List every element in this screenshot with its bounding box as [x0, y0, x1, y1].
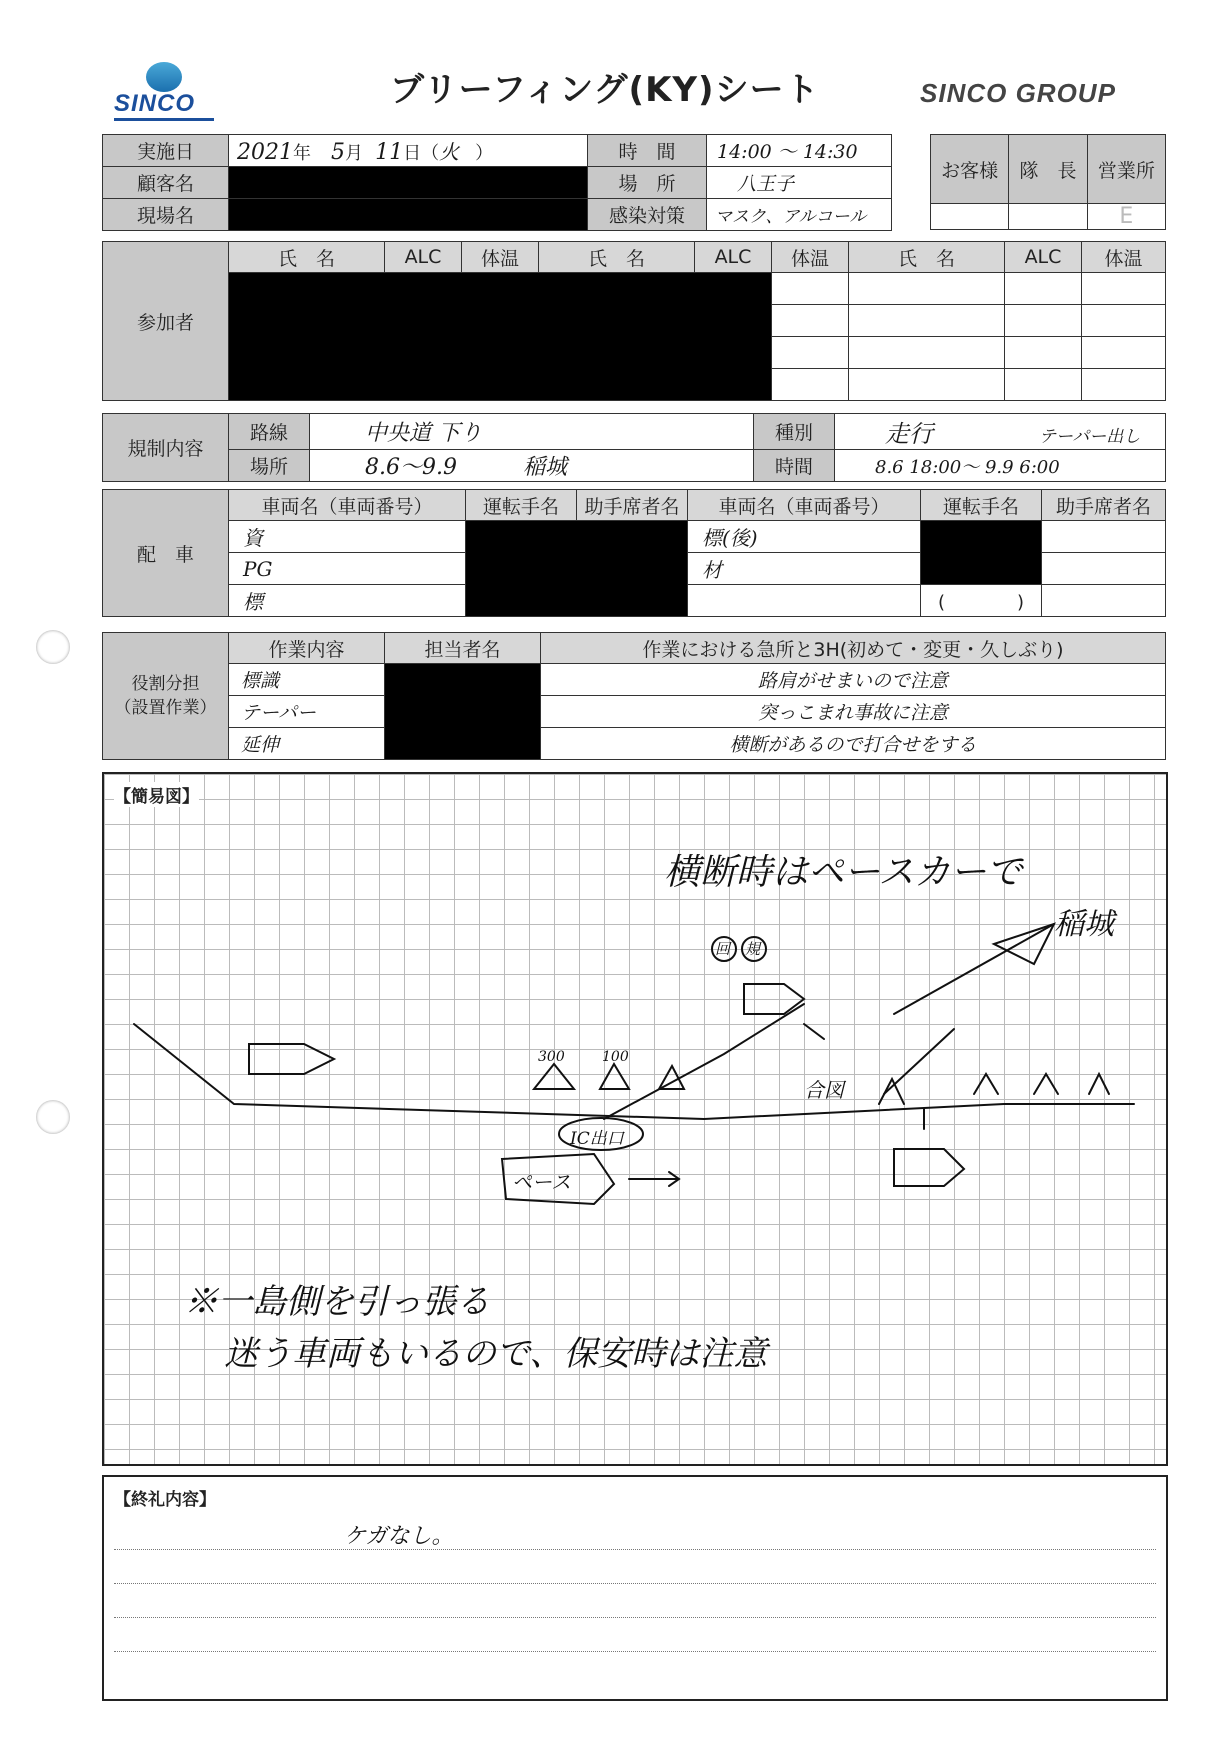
punch-hole-top [36, 630, 70, 664]
roles-table: 役割分担 （設置作業） 作業内容 担当者名 作業における急所と3H(初めて・変更・久しぶり) 標識 路肩がせまいので注意 テーパー 突っこまれ事故に注意 延伸 横断があるので打合せをする [102, 632, 1166, 760]
city-label: 稲城 [1054, 907, 1114, 942]
vehicles-right-redacted [921, 521, 1042, 585]
sinco-group-logo: SINCO GROUP [920, 78, 1116, 108]
diagram-box[interactable] [102, 772, 1168, 1466]
road-line [134, 1024, 1134, 1119]
diagram-label: 【簡易図】 [114, 782, 199, 807]
vehicles-table: 配 車 車両名（車両番号） 運転手名 助手席者名 車両名（車両番号） 運転手名 助手席者名 資 標(後) PG 材 標 ( ) [102, 489, 1166, 617]
participants-table: 参加者 氏 名 ALC 体温 氏 名 ALC 体温 氏 名 ALC 体温 [102, 241, 1166, 401]
regulation-table: 規制内容 路線 中央道 下り 種別 走行 テーパー出し 場所 8.6～9.9 稲城 時間 8.6 18:00～ 9.9 6:00 [102, 413, 1166, 482]
approval-table [930, 134, 1166, 230]
closing-box[interactable] [102, 1475, 1168, 1701]
vehicle-left-shape [249, 1044, 334, 1074]
sinco-logo-text: SINCO [114, 90, 196, 117]
ic-exit-label: IC出口 [570, 1129, 624, 1149]
note-pace-car: 横断時はペースカーで [664, 852, 1023, 893]
approval-customer-stamp[interactable] [931, 204, 1009, 230]
route-field[interactable]: 中央道 下り [310, 414, 754, 450]
approval-captain-header: 隊 長 [1009, 135, 1087, 204]
punch-hole-bottom [36, 1100, 70, 1134]
vehicle-left-row-3[interactable]: 標 [229, 585, 466, 617]
infection-label: 感染対策 [588, 199, 707, 231]
vehicles-label: 配 車 [103, 490, 229, 617]
site-redacted [229, 199, 588, 231]
participants-redacted [229, 273, 772, 401]
customer-label: 顧客名 [103, 167, 229, 199]
roles-label: 役割分担 （設置作業） [103, 633, 229, 760]
customer-redacted [229, 167, 588, 199]
vehicle-right-shape [894, 1149, 964, 1186]
closing-label: 【終礼内容】 [114, 1490, 216, 1510]
place-label: 場 所 [588, 167, 707, 199]
roles-redacted [385, 664, 541, 760]
role-point-1[interactable]: 路肩がせまいので注意 [541, 664, 1166, 696]
page-title: ブリーフィング(KY)シート [390, 70, 820, 110]
approval-office-header: 営業所 [1087, 135, 1165, 204]
vehicle-left-row-2[interactable]: PG [229, 553, 466, 585]
role-point-2[interactable]: 突っこまれ事故に注意 [541, 696, 1166, 728]
vehicle-right-row-2[interactable]: 材 [688, 553, 921, 585]
date-label: 実施日 [103, 135, 229, 167]
vehicles-left-redacted [466, 521, 688, 617]
place-field[interactable]: 八王子 [707, 167, 892, 199]
sinco-logo [110, 62, 220, 122]
site-label: 現場名 [103, 199, 229, 231]
participants-label: 参加者 [103, 242, 229, 401]
vehicle-right-row-1[interactable]: 標(後) [688, 521, 921, 553]
sign-circle-label-2: 規 [745, 940, 761, 958]
diagram-note-1: ※一島側を引っ張る [184, 1282, 490, 1322]
cone-300-label: 300 [538, 1049, 565, 1065]
regulation-label: 規制内容 [103, 414, 229, 482]
time-field[interactable]: 14:00 ～ 14:30 [707, 135, 892, 167]
approval-customer-header: お客様 [931, 135, 1009, 204]
sign-circle-label-1: 回 [715, 940, 731, 958]
regulation-place-field[interactable]: 8.6～9.9 稲城 [310, 450, 754, 482]
vehicle-left-row-1[interactable]: 資 [229, 521, 466, 553]
approval-captain-stamp[interactable] [1009, 204, 1087, 230]
role-point-3[interactable]: 横断があるので打合せをする [541, 728, 1166, 760]
closing-text: ケガなし。 [344, 1524, 454, 1549]
info-table [102, 134, 892, 231]
ramp-line [604, 1004, 804, 1119]
arrow-to-city [894, 924, 1054, 1014]
diagram-note-2: 迷う車両もいるので、保安時は注意 [224, 1334, 768, 1374]
role-task-2[interactable]: テーパー [229, 696, 385, 728]
vehicle-paren[interactable]: ( ) [921, 585, 1042, 617]
infection-field[interactable]: マスク、アルコール [707, 199, 892, 231]
pace-label: ペース [512, 1170, 571, 1194]
date-field[interactable]: 2021年 5月 11日（火 ） [229, 135, 588, 167]
role-task-3[interactable]: 延伸 [229, 728, 385, 760]
cone-100-label: 100 [602, 1049, 629, 1065]
regulation-time-field[interactable]: 8.6 18:00～ 9.9 6:00 [835, 450, 1166, 482]
role-task-1[interactable]: 標識 [229, 664, 385, 696]
type-field[interactable]: 走行 テーパー出し [835, 414, 1166, 450]
signal-label: 合図 [804, 1078, 844, 1102]
time-label: 時 間 [588, 135, 707, 167]
globe-icon [146, 62, 182, 92]
cone-100 [600, 1064, 629, 1089]
approval-office-stamp[interactable]: E [1087, 204, 1165, 230]
cone-300 [534, 1064, 574, 1089]
